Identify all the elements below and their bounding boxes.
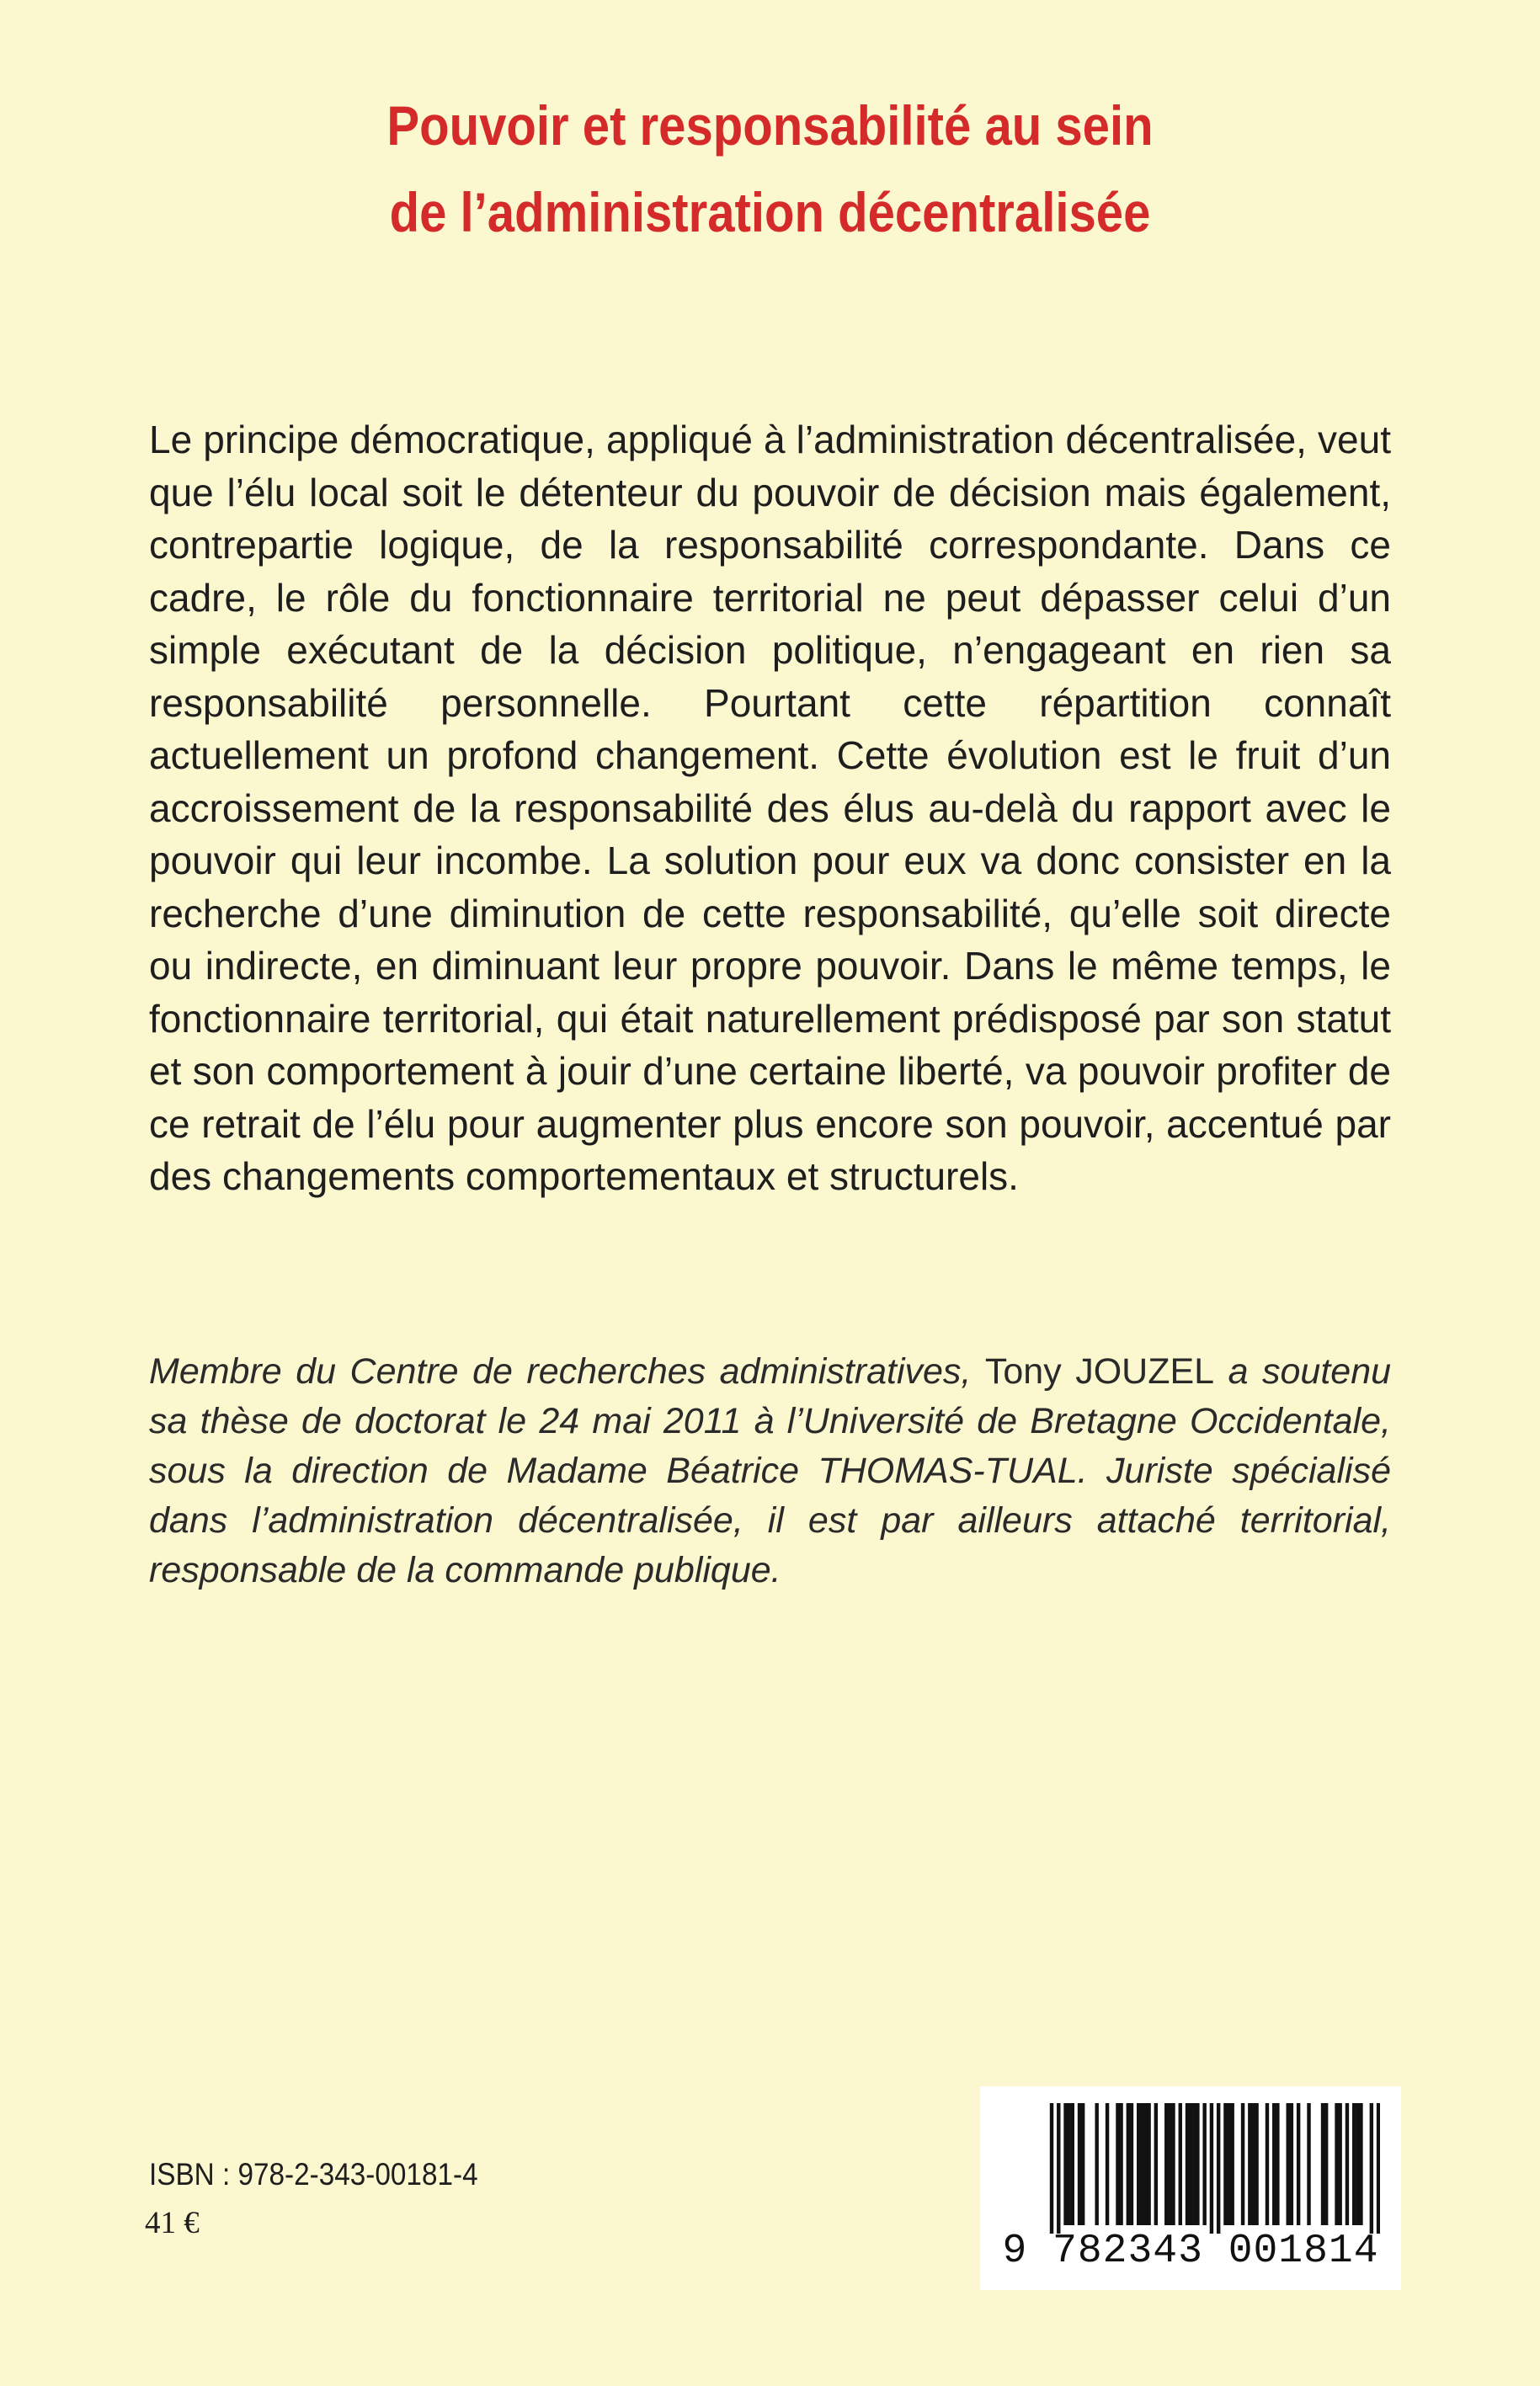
barcode-bar: [1359, 2103, 1362, 2225]
barcode-digits: 9 782343 001814: [1002, 2229, 1379, 2274]
barcode-bar: [1192, 2103, 1196, 2225]
barcode-bar: [1057, 2103, 1060, 2234]
barcode-bar: [1352, 2103, 1356, 2225]
author-bio-rest: a soutenu sa thèse de doctorat le 24 mai 2011 à l’Université de Bretagne Occidentale, sous la direction de Madame Béatrice THOMAS-TUAL. Juriste spécialisé dans l’administration décentralisée, il est par ailleurs attaché territorial, responsable de la commande publique.: [149, 1351, 1392, 1590]
barcode-bar: [1227, 2103, 1230, 2225]
barcode-bar: [1272, 2103, 1276, 2225]
book-title-line-1: Pouvoir et responsabilité au sein: [386, 94, 1154, 157]
barcode-bar: [1248, 2103, 1251, 2225]
barcode-bar: [1346, 2103, 1349, 2225]
barcode-graphic: [1001, 2103, 1380, 2234]
barcode-bar: [1356, 2103, 1359, 2225]
book-title-line-2: de l’administration décentralisée: [389, 181, 1151, 243]
barcode-bar: [1210, 2103, 1213, 2234]
barcode-bar: [1127, 2103, 1130, 2225]
barcode-bar: [1078, 2103, 1081, 2225]
barcode-bar: [1377, 2103, 1380, 2234]
barcode-bar: [1276, 2103, 1279, 2225]
barcode-bar: [1324, 2103, 1328, 2225]
barcode-bar: [1140, 2103, 1143, 2225]
barcode-bar: [1143, 2103, 1147, 2225]
barcode-bar: [1186, 2103, 1189, 2225]
barcode-bar: [1189, 2103, 1192, 2225]
barcode-bar: [1168, 2103, 1171, 2225]
barcode-bar: [1307, 2103, 1310, 2225]
isbn-number: ISBN : 978-2-343-00181-4: [149, 2157, 478, 2192]
barcode-bar: [1223, 2103, 1227, 2225]
barcode-bar: [1067, 2103, 1070, 2225]
barcode-bar: [1370, 2103, 1373, 2234]
barcode-bar: [1241, 2103, 1244, 2225]
barcode-bar: [1106, 2103, 1109, 2225]
barcode-bar: [1164, 2103, 1168, 2225]
barcode-bar: [1130, 2103, 1133, 2225]
barcode-panel: [980, 2086, 1401, 2290]
barcode-bar: [1266, 2103, 1269, 2225]
back-cover-summary: Le principe démocratique, appliqué à l’administration décentralisée, veut que l’élu local soit le détenteur du pouvoir de décision mais également, contrepartie logique, de la responsabilité correspondante. Dans ce cadre, le rôle du fonctionnaire territorial ne peut dépasser celui d’un simple exécutant de la décision politique, n’engageant en rien sa responsabilité personnelle. Pourtant cette répartition connaît actuellement un profond changement. Cette évolution est le fruit d’un accroissement de la responsabilité des élus au-delà du rapport avec le pouvoir qui leur incombe. La solution pour eux va donc consister en la recherche d’une diminution de cette responsabilité, qu’elle soit directe ou indirecte, en diminuant leur propre pouvoir. Dans le même temps, le fonctionnaire territorial, qui était naturellement prédisposé par son statut et son comportement à jouir d’une certaine liberté, va pouvoir profiter de ce retrait de l’élu pour augmenter plus encore son pouvoir, accentué par des changements comportementaux et structurels.: [149, 418, 1391, 1198]
barcode-bar: [1095, 2103, 1098, 2225]
book-title: [211, 83, 1330, 256]
barcode-bar: [1217, 2103, 1220, 2234]
barcode-bar: [1081, 2103, 1084, 2225]
barcode-bar: [1154, 2103, 1158, 2225]
price-label: 41 €: [145, 2206, 200, 2240]
barcode-bar: [1147, 2103, 1150, 2225]
barcode-bar: [1196, 2103, 1199, 2225]
barcode-bar: [1071, 2103, 1074, 2225]
barcode-bar: [1171, 2103, 1175, 2225]
barcode-bar: [1338, 2103, 1341, 2225]
barcode-bar: [1287, 2103, 1290, 2225]
barcode-bar: [1202, 2103, 1206, 2225]
barcode-bar: [1137, 2103, 1140, 2225]
barcode-bar: [1321, 2103, 1324, 2225]
barcode-bar: [1119, 2103, 1122, 2225]
author-name: Tony JOUZEL: [984, 1351, 1215, 1392]
barcode-bar: [1116, 2103, 1119, 2225]
barcode-bar: [1063, 2103, 1067, 2225]
barcode-bar: [1230, 2103, 1234, 2225]
barcode-bar: [1050, 2103, 1053, 2234]
author-bio-intro: Membre du Centre de recherches administratives,: [149, 1351, 985, 1392]
author-biography: [149, 1347, 1391, 1595]
barcode-bar: [1290, 2103, 1293, 2225]
barcode-bar: [1297, 2103, 1300, 2225]
barcode-bar: [1179, 2103, 1182, 2225]
barcode-bar: [1251, 2103, 1255, 2225]
barcode-bar: [1335, 2103, 1338, 2225]
barcode-bar: [1255, 2103, 1258, 2225]
